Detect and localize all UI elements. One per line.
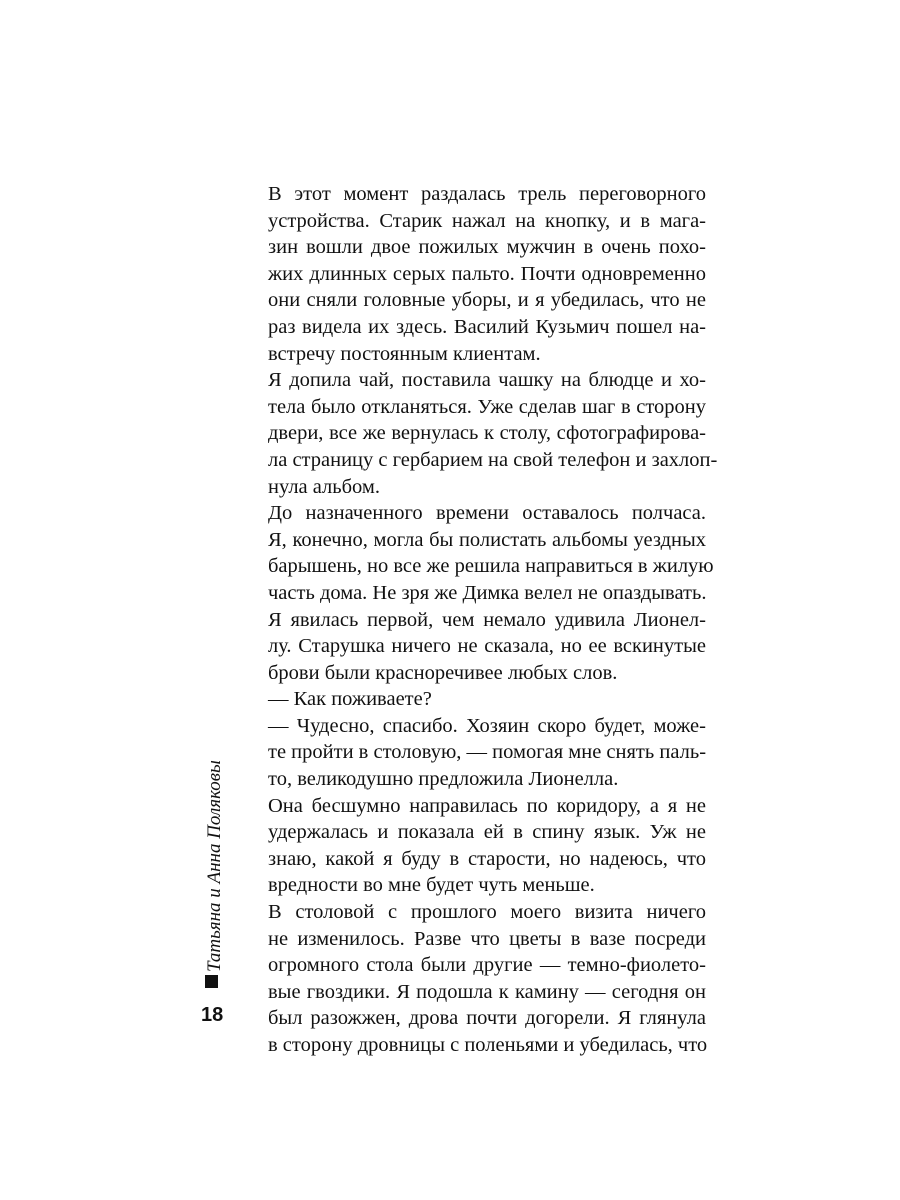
paragraph	[241, 181, 706, 367]
text-line: то, великодушно предложила Лионелла.	[268, 768, 619, 791]
paragraph	[241, 899, 706, 1059]
text-line: огромного стола были другие — темно-фиолето-	[268, 954, 706, 977]
text-line: встречу постоянным клиентам.	[268, 342, 541, 365]
square-marker-icon	[205, 975, 218, 988]
text-line: те пройти в столовую, — помогая мне снять паль-	[268, 741, 707, 764]
body-text	[241, 181, 718, 1059]
text-line: раз видела их здесь. Василий Кузьмич пошел на-	[268, 315, 706, 338]
text-line: вредности во мне будет чуть меньше.	[268, 874, 595, 897]
text-line: Я, конечно, могла бы полистать альбомы уездных	[268, 528, 706, 551]
running-head: Татьяна и Анна Поляковы	[204, 760, 225, 972]
text-line: тела было откланяться. Уже сделав шаг в сторону	[268, 395, 706, 418]
dialogue-line	[241, 713, 706, 793]
paragraph	[241, 793, 706, 899]
text-line: удержалась и показала ей в спину язык. Уж не	[268, 821, 706, 844]
text-line: В этот момент раздалась трель переговорного	[268, 183, 706, 205]
text-line: часть дома. Не зря же Димка велел не опаздывать.	[268, 581, 707, 604]
text-line: двери, все же вернулась к столу, сфотографирова-	[268, 422, 706, 445]
text-line: не изменилось. Разве что цветы в вазе посреди	[268, 927, 706, 950]
paragraph	[241, 500, 714, 606]
text-line: нула альбом.	[268, 475, 381, 498]
text-line: — Чудесно, спасибо. Хозяин скоро будет, може-	[268, 714, 706, 737]
text-line: Я явилась первой, чем немало удивила Лионел-	[268, 608, 706, 631]
text-line: — Как поживаете?	[268, 688, 432, 711]
text-line: зин вошли двое пожилых мужчин в очень похо-	[268, 236, 706, 259]
text-line: В столовой с прошлого моего визита ничего	[268, 901, 706, 924]
text-line: они сняли головные уборы, и я убедилась, что не	[268, 289, 706, 312]
text-line: брови были красноречивее любых слов.	[268, 661, 618, 684]
text-line: Я допила чай, поставила чашку на блюдце и хо-	[268, 369, 706, 392]
text-line: барышень, но все же решила направиться в жилую	[268, 555, 714, 578]
dialogue-line	[241, 686, 706, 713]
text-line: До назначенного времени оставалось полчаса.	[268, 502, 706, 525]
paragraph	[241, 607, 706, 687]
text-line: был разожжен, дрова почти догорели. Я глянула	[268, 1007, 706, 1030]
page-number: 18	[201, 1004, 224, 1026]
running-head-container	[202, 752, 228, 992]
paragraph	[241, 367, 718, 500]
text-line: вые гвоздики. Я подошла к камину — сегодня он	[268, 980, 706, 1003]
text-line: жих длинных серых пальто. Почти одновременно	[268, 262, 706, 285]
text-line: знаю, какой я буду в старости, но надеюсь, что	[268, 847, 706, 870]
text-line: Она бесшумно направилась по коридору, а я не	[268, 794, 706, 817]
text-line: лу. Старушка ничего не сказала, но ее вскинутые	[268, 635, 706, 658]
text-line: в сторону дровницы с поленьями и убедилась, что	[268, 1034, 708, 1056]
text-line: ла страницу с гербарием на свой телефон и захлоп-	[268, 448, 718, 471]
text-line: устройства. Старик нажал на кнопку, и в мага-	[268, 209, 706, 232]
